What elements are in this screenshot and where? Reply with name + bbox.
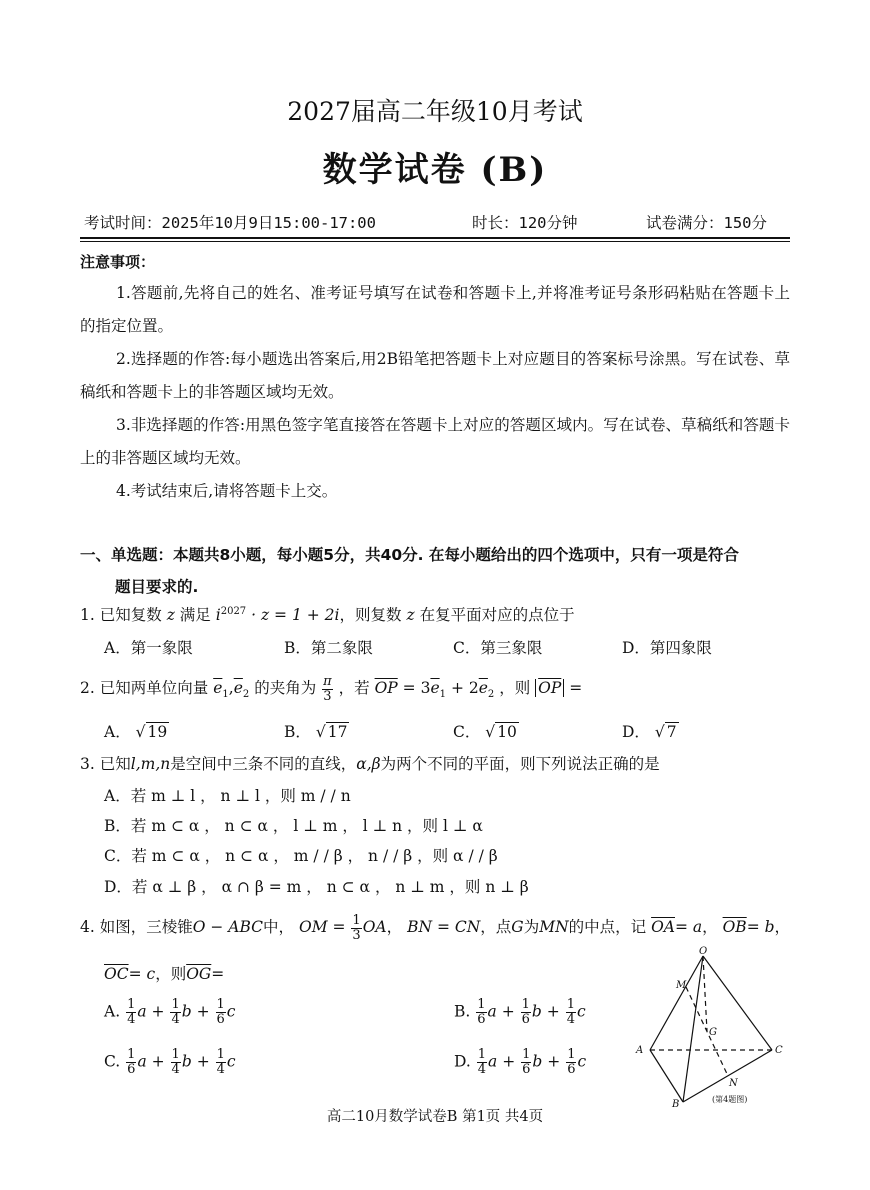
q4-option-d: D. $\frac{1}{4}$ a + $\frac{1}{6}$ b + $\frac{1}{6}$ c bbox=[454, 1047, 587, 1077]
q3-option-a: A．若 m ⊥ l ， n ⊥ l ，则 m / / n bbox=[104, 787, 351, 805]
segment-og bbox=[703, 956, 707, 1031]
header-rule-thick bbox=[80, 237, 790, 239]
q1-option-c: C．第三象限 bbox=[453, 639, 543, 657]
label-n: N bbox=[729, 1078, 738, 1089]
question-3: 3. 已知l,m,n是空间中三条不同的直线，α,β为两个不同的平面，则下列说法正确的是 bbox=[80, 755, 660, 773]
exam-time: 考试时间：2025年10月9日15:00-17:00 bbox=[84, 214, 376, 232]
q2-option-b: B． √ 17 bbox=[284, 723, 348, 741]
q4-option-c: C. $\frac{1}{6}$ a + $\frac{1}{4}$ b + $\frac{1}{4}$ c bbox=[104, 1047, 236, 1077]
question-2: 2. 已知两单位向量 $\overline{e}_1,\overline{e}_2$ 的夹角为 $\frac{\pi}{3}$ ，若 $\overline{OP} = 3\overline{e}_1 + 2\overline{e}_2$ ，则 $\overline{OP}$ = bbox=[80, 673, 583, 704]
edge-ob bbox=[683, 956, 703, 1102]
note-item: 2.选择题的作答:每小题选出答案后,用2B铅笔把答题卡上对应题目的答案标号涂黑。写在试卷、草稿纸和答题卡上的非答题区域均无效。 bbox=[80, 350, 790, 401]
label-g: G bbox=[709, 1027, 717, 1038]
section-heading: 一、单选题：本题共8小题，每小题5分，共40分. 在每小题给出的四个选项中，只有一项是符合 bbox=[80, 546, 739, 564]
q3-option-b: B．若 m ⊂ α ， n ⊂ α ， l ⊥ m ， l ⊥ n ，则 l ⊥ α bbox=[104, 817, 483, 835]
label-b: B bbox=[672, 1099, 680, 1109]
edge-ab bbox=[650, 1050, 683, 1102]
q1-option-b: B．第二象限 bbox=[284, 639, 373, 657]
label-o: O bbox=[699, 946, 708, 957]
q3-option-d: D．若 α ⊥ β ， α ∩ β = m ， n ⊂ α ， n ⊥ m ，则 n ⊥ β bbox=[104, 878, 529, 896]
q1-option-d: D．第四象限 bbox=[622, 639, 712, 657]
label-m: M bbox=[676, 980, 687, 991]
exam-full-score: 试卷满分：150分 bbox=[646, 214, 767, 232]
question-1: 1. 已知复数 z 满足 $i^{2027} \cdot z = 1 + 2i$，则复数 z 在复平面对应的点位于 bbox=[80, 605, 575, 624]
q2-option-a: A． √ 19 bbox=[104, 723, 168, 741]
exam-subtitle: 2027届高二年级10月考试 bbox=[287, 97, 583, 126]
figure-caption: (第4题图) bbox=[712, 1095, 748, 1104]
section-heading-cont: 题目要求的. bbox=[115, 578, 199, 596]
exam-duration: 时长：120分钟 bbox=[472, 214, 578, 232]
exam-title: 数学试卷 (B) bbox=[322, 150, 548, 190]
page-footer: 高二10月数学试卷B 第1页 共4页 bbox=[326, 1109, 544, 1125]
q2-option-c: C． √ 10 bbox=[453, 723, 517, 741]
q3-option-c: C．若 m ⊂ α ， n ⊂ α ， m / / β ， n / / β ，则 α / / β bbox=[104, 847, 498, 865]
notes-heading: 注意事项： bbox=[80, 253, 156, 271]
header-rule-thin bbox=[80, 241, 790, 242]
q4-option-b: B. $\frac{1}{6}$ a + $\frac{1}{6}$ b + $\frac{1}{4}$ c bbox=[454, 997, 586, 1027]
question-4-cont: $\overline{OC}= c$，则$\overline{OG}=$ bbox=[104, 965, 225, 983]
q4-option-a: A. $\frac{1}{4}$ a + $\frac{1}{4}$ b + $\frac{1}{6}$ c bbox=[104, 997, 236, 1027]
q1-option-a: A．第一象限 bbox=[104, 639, 193, 657]
tetrahedron-figure bbox=[630, 944, 790, 1109]
label-a: A bbox=[636, 1045, 644, 1056]
edge-oa bbox=[650, 956, 703, 1050]
note-item: 3.非选择题的作答:用黑色签字笔直接答在答题卡上对应的答题区域内。写在试卷、草稿纸和答题卡上的非答题区域均无效。 bbox=[80, 416, 790, 467]
note-item: 1.答题前,先将自己的姓名、准考证号填写在试卷和答题卡上,并将准考证号条形码粘贴在答题卡上的指定位置。 bbox=[80, 284, 790, 335]
q2-option-d: D． √ 7 bbox=[622, 723, 677, 741]
label-c: C bbox=[775, 1045, 783, 1056]
question-4: 4. 如图，三棱锥O − ABC中， OM = $\frac{1}{3}$ OA， BN = CN，点G为MN的中点，记 $\overline{OA}= a$， $\overline{OB}= b$， bbox=[80, 912, 791, 943]
note-item: 4.考试结束后,请将答题卡上交。 bbox=[116, 482, 338, 500]
